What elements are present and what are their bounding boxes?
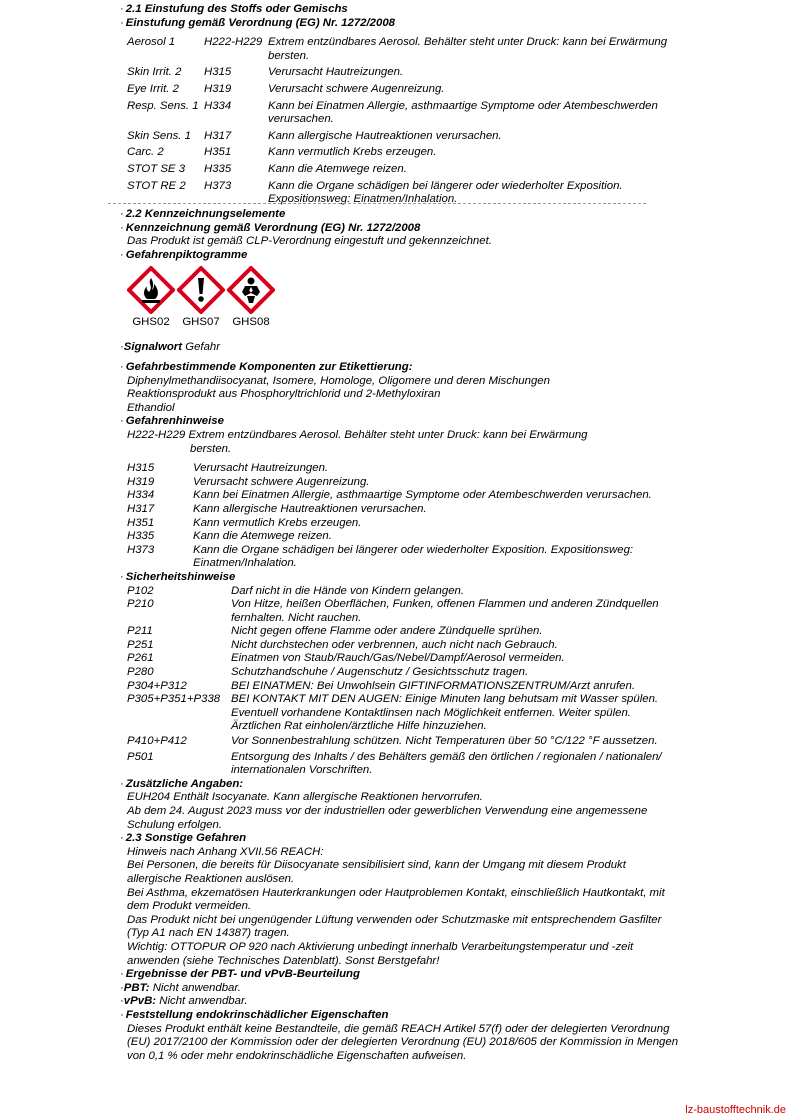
health-hazard-icon (227, 266, 275, 314)
list-item: H315 Verursacht Hautreizungen. (127, 462, 329, 475)
table-row: STOT SE 3 H335 Kann die Atemwege reizen. (127, 162, 407, 175)
other-hazard-line: Das Produkt nicht bei ungenügender Lüftung verwenden oder Schutzmaske mit entsprechendem Gasfilter (Typ A1 nach EN 14387) tragen. (127, 913, 662, 940)
precaution-statements (120, 585, 680, 778)
classification-table (120, 36, 680, 207)
extra-line: Ab dem 24. August 2023 muss vor der industriellen oder gewerblichen Verwendung eine angemessene Schulung erfolgen. (127, 805, 648, 831)
signal-section (120, 341, 680, 355)
signal-word: ·Signalwort Gefahr (120, 341, 221, 353)
table-row: Aerosol 1 H222-H229 Extrem entzündbares Aerosol. Behälter steht unter Druck: kann bei Erwärmung bersten. (127, 36, 668, 62)
components-section (120, 361, 680, 1063)
section-title: · 2.3 Sonstige Gefahren (120, 832, 247, 845)
list-item: P210 Von Hitze, heißen Oberflächen, Funken, offenen Flammen und anderen Zündquellen fernhalten. Nicht rauchen. (127, 598, 659, 624)
hazard-statements (120, 429, 680, 571)
pictogram-row (126, 266, 276, 330)
watermark: lz-baustofftechnik.de (685, 1104, 786, 1117)
list-item: H334 Kann bei Einatmen Allergie, asthmaartige Symptome oder Atembeschwerden verursachen. (127, 489, 652, 502)
precaution-heading: · Sicherheitshinweise (120, 570, 236, 583)
section-title: · 2.1 Einstufung des Stoffs oder Gemischs (120, 3, 348, 15)
ghs07-pictogram: GHS07 (176, 266, 226, 330)
list-item: Ethandiol (127, 401, 175, 414)
pictogram-heading: · Gefahrenpiktogramme (120, 248, 248, 261)
list-item: P305+P351+P338 BEI KONTAKT MIT DEN AUGEN: Einige Minuten lang behutsam mit Wasser spülen. Eventuell vorhandene Kontaktlinsen nach Möglichkeit entfernen. Weiter spülen. Ärztlichen Rat einholen/ärztliche Hilfe hinzuziehen. (127, 693, 659, 733)
table-row: Skin Irrit. 2 H315 Verursacht Hautreizungen. (127, 66, 404, 79)
list-item: P280 Schutzhandschuhe / Augenschutz / Gesichtsschutz tragen. (127, 666, 529, 679)
section-2-1 (120, 3, 680, 210)
pbt-line: ·PBT: Nicht anwendbar. (120, 981, 241, 994)
flame-icon (127, 266, 175, 314)
pbt-heading: · Ergebnisse der PBT- und vPvB-Beurteilung (120, 968, 360, 981)
list-item: H335 Kann die Atemwege reizen. (127, 530, 332, 543)
list-item: P501 Entsorgung des Inhalts / des Behälters gemäß den örtlichen / regionalen / nationalen/ internationalen Vorschriften. (127, 750, 662, 777)
list-item: H373 Kann die Organe schädigen bei längerer oder wiederholter Exposition. Expositionsweg: Einatmen/Inhalation. (127, 543, 634, 570)
endocrine-text: Dieses Produkt enthält keine Bestandteile, die gemäß REACH Artikel 57(f) oder der delegierten Verordnung (EU) 2017/2100 der Kommission oder der delegierten Verordnung (EU) 2018/605 der Kommission in Mengen von 0,1 % oder mehr endokrinschädliche Eigenschaften aufweisen. (127, 1022, 679, 1062)
list-item: P102 Darf nicht in die Hände von Kindern gelangen. (127, 584, 465, 597)
list-item: Reaktionsprodukt aus Phosphoryltrichlorid und 2-Methyloxiran (127, 388, 441, 401)
section-2-2 (120, 208, 680, 262)
table-row: Carc. 2 H351 Kann vermutlich Krebs erzeugen. (127, 146, 437, 159)
list-item: H351 Kann vermutlich Krebs erzeugen. (127, 516, 362, 529)
exclamation-icon (177, 266, 225, 314)
hazard-first: H222-H229 Extrem entzündbares Aerosol. Behälter steht unter Druck: kann bei Erwärmung (127, 428, 588, 441)
list-item: P304+P312 BEI EINATMEN: Bei Unwohlsein GIFTINFORMATIONSZENTRUM/Arzt anrufen. (127, 679, 636, 692)
label-statement: Das Produkt ist gemäß CLP-Verordnung eingestuft und gekennzeichnet. (127, 235, 492, 248)
table-row: Skin Sens. 1 H317 Kann allergische Hautreaktionen verursachen. (127, 129, 502, 142)
list-item: P251 Nicht durchstechen oder verbrennen, auch nicht nach Gebrauch. (127, 638, 558, 651)
list-item: H319 Verursacht schwere Augenreizung. (127, 475, 370, 488)
other-hazard-line: Wichtig: OTTOPUR OP 920 nach Aktivierung unbedingt innerhalb Verarbeitungstemperatur und -zeit anwenden (siehe Technisches Datenblatt). Sonst Berstgefahr! (127, 940, 634, 967)
other-hazard-line: Bei Asthma, ekzematösen Hauterkrankungen oder Hautproblemen Kontakt, einschließlich Hautkontakt, mit dem Produkt vermeiden. (127, 886, 665, 913)
components-heading: · Gefahrbestimmende Komponenten zur Etikettierung: (120, 361, 413, 373)
endocrine-heading: · Feststellung endokrinschädlicher Eigenschaften (120, 1008, 389, 1021)
table-row: Resp. Sens. 1 H334 Kann bei Einatmen Allergie, asthmaartige Symptome oder Atembeschwerden verursachen. (127, 99, 658, 126)
list-item: Diphenylmethandiisocyanat, Isomere, Homologe, Oligomere und deren Mischungen (127, 374, 550, 387)
hazard-heading: · Gefahrenhinweise (120, 415, 224, 428)
ghs08-pictogram: GHS08 (226, 266, 276, 330)
section-subtitle: · Kennzeichnung gemäß Verordnung (EG) Nr. 1272/2008 (120, 221, 421, 234)
list-item: P261 Einatmen von Staub/Rauch/Gas/Nebel/Dampf/Aerosol vermeiden. (127, 652, 565, 665)
list-item: P211 Nicht gegen offene Flamme oder andere Zündquelle sprühen. (127, 625, 543, 638)
other-hazard-line: Hinweis nach Anhang XVII.56 REACH: (127, 845, 324, 858)
table-row: Eye Irrit. 2 H319 Verursacht schwere Augenreizung. (127, 82, 445, 95)
extra-line: EUH204 Enthält Isocyanate. Kann allergische Reaktionen hervorrufen. (127, 791, 483, 804)
vpvb-line: ·vPvB: Nicht anwendbar. (120, 995, 248, 1008)
list-item: P410+P412 Vor Sonnenbestrahlung schützen. Nicht Temperaturen über 50 °C/122 °F aussetzen. (127, 735, 658, 748)
table-row: STOT RE 2 H373 Kann die Organe schädigen bei längerer oder wiederholter Exposition. Expositionsweg: Einatmen/Inhalation. (127, 179, 623, 206)
extra-heading: · Zusätzliche Angaben: (120, 777, 244, 790)
other-hazard-line: Bei Personen, die bereits für Diisocyanate sensibilisiert sind, kann der Umgang mit diesem Produkt allergische Reaktionen auslösen. (127, 859, 626, 885)
section-divider (108, 203, 646, 204)
section-title: · 2.2 Kennzeichnungselemente (120, 208, 286, 220)
ghs02-pictogram: GHS02 (126, 266, 176, 330)
hazard-first-cont: bersten. (190, 442, 232, 455)
section-subtitle: · Einstufung gemäß Verordnung (EG) Nr. 1272/2008 (120, 16, 396, 29)
list-item: H317 Kann allergische Hautreaktionen verursachen. (127, 502, 427, 515)
